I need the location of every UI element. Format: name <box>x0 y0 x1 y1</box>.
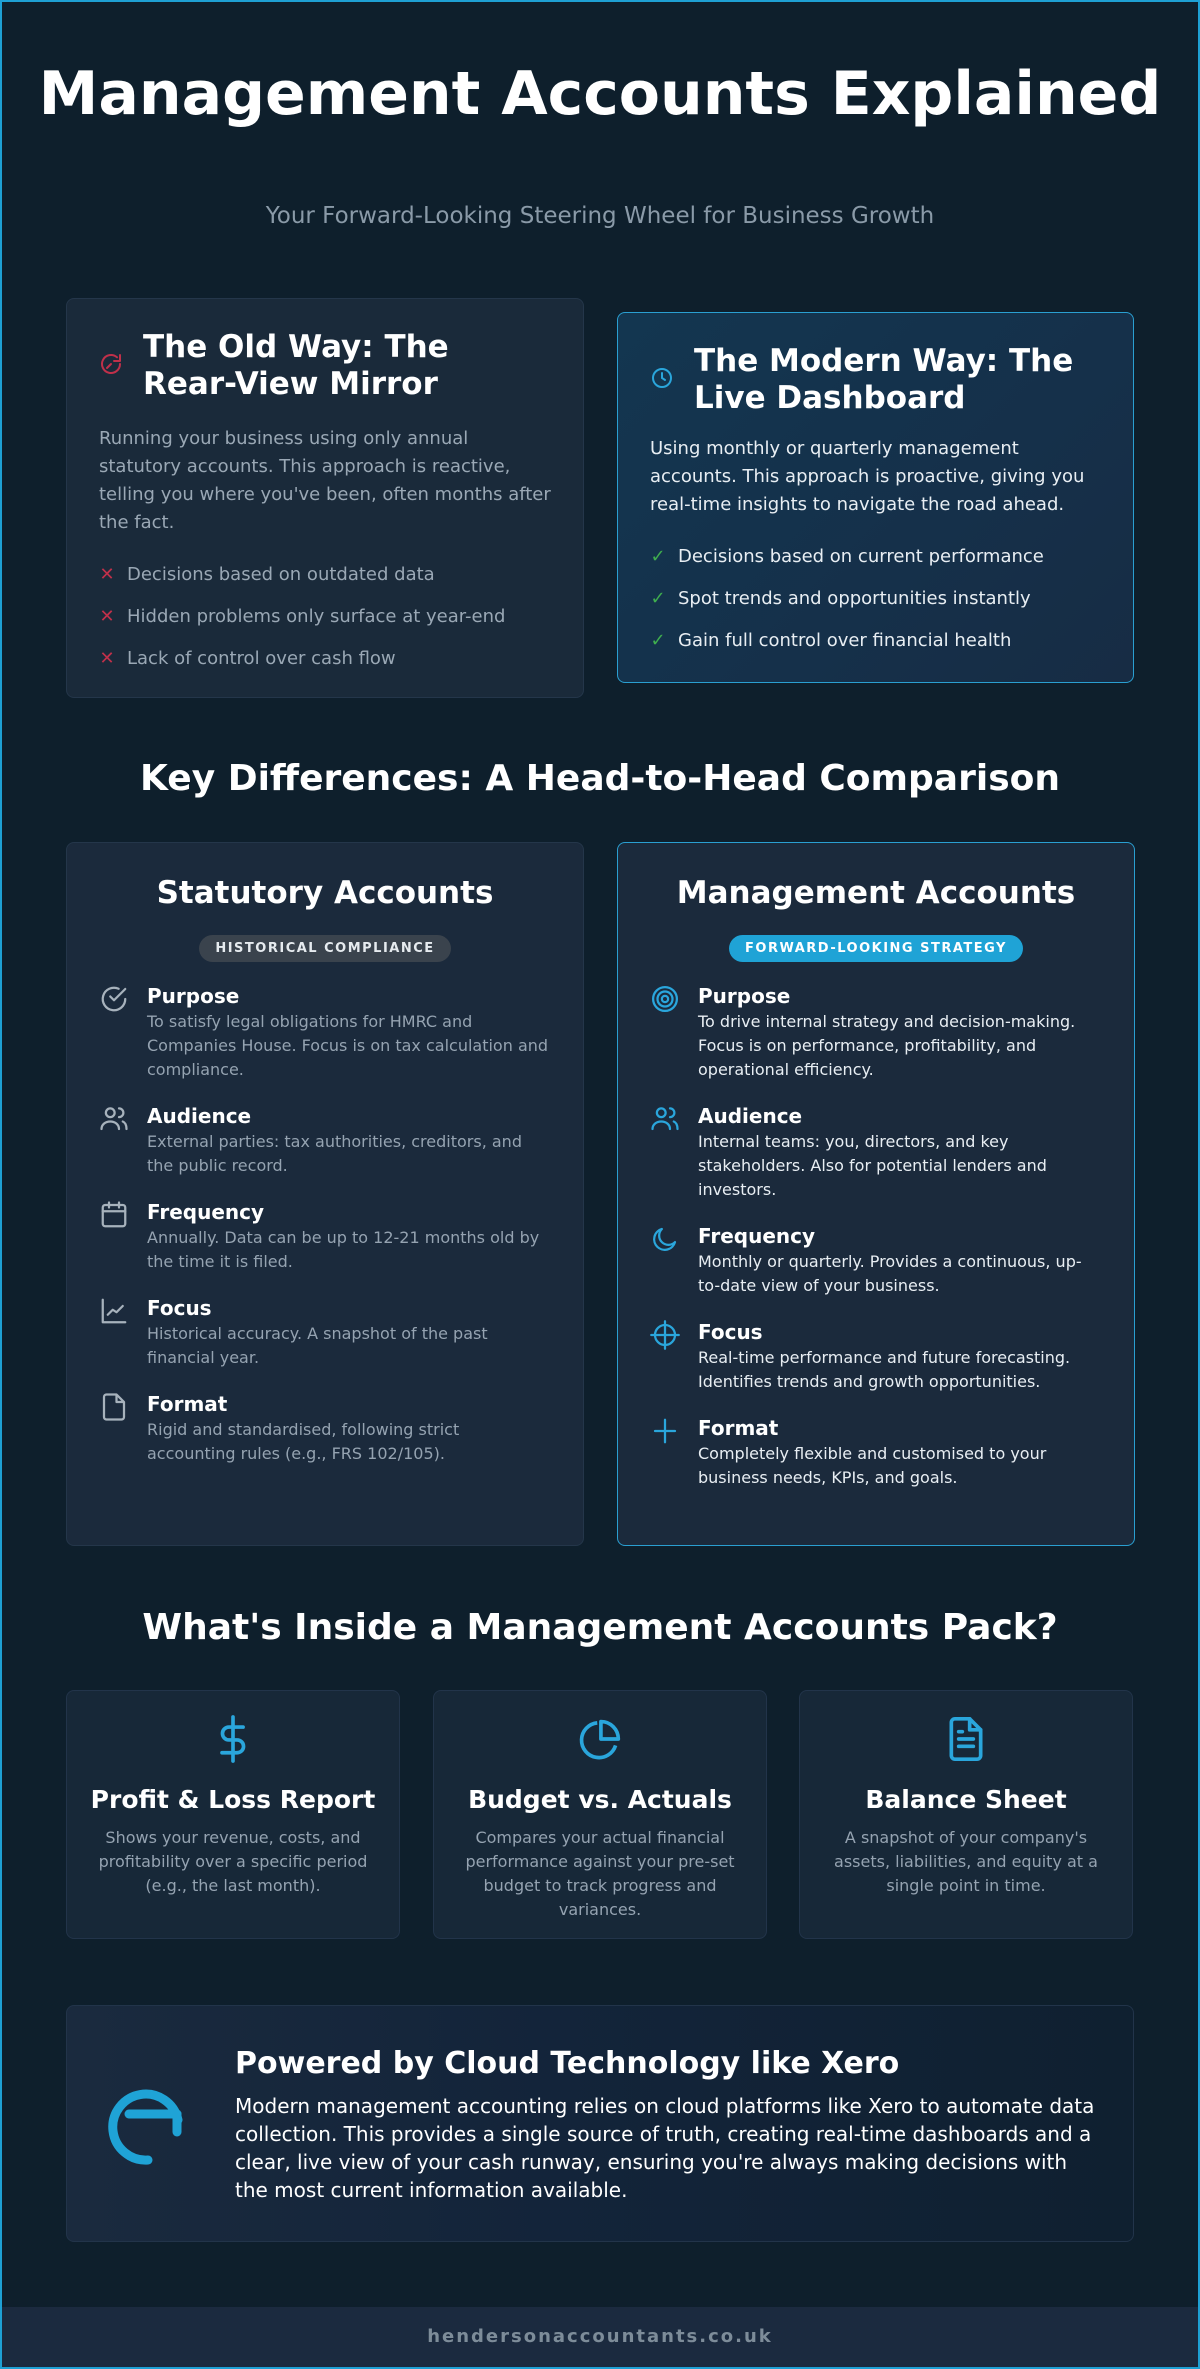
pack-title: Budget vs. Actuals <box>468 1785 732 1814</box>
pack-title: Balance Sheet <box>865 1785 1067 1814</box>
statutory-title: Statutory Accounts <box>156 875 494 911</box>
item-desc: To satisfy legal obligations for HMRC and Companies House. Focus is on tax calculation and compliance. <box>147 1012 549 1079</box>
refresh-arc-icon <box>107 2086 189 2168</box>
x-icon: ✕ <box>99 647 115 669</box>
modern-way-card <box>617 312 1134 683</box>
differences-heading: Key Differences: A Head-to-Head Comparison <box>140 758 1060 799</box>
chart-line-icon <box>99 1296 129 1326</box>
item-title: Purpose <box>147 984 240 1008</box>
modern-way-description: Using monthly or quarterly management accounts. This approach is proactive, giving you real-time insights to navigate the road ahead. <box>650 438 1085 515</box>
clock-icon <box>650 366 674 390</box>
modern-way-point-text: Gain full control over financial health <box>678 629 1012 651</box>
statutory-item-focus <box>99 1296 551 1370</box>
item-title: Audience <box>147 1104 252 1128</box>
item-desc: Completely flexible and customised to your business needs, KPIs, and goals. <box>698 1444 1047 1487</box>
statutory-item-frequency <box>99 1200 551 1274</box>
item-title: Frequency <box>698 1224 816 1248</box>
x-icon: ✕ <box>99 563 115 585</box>
modern-way-point-text: Spot trends and opportunities instantly <box>678 587 1031 609</box>
modern-way-list <box>650 535 1101 661</box>
pack-desc: Compares your actual financial performance against your pre-set budget to track progress and variances. <box>465 1828 735 1919</box>
check-icon: ✓ <box>650 587 666 609</box>
item-desc: Real-time performance and future forecasting. Identifies trends and growth opportunities. <box>698 1348 1071 1391</box>
item-title: Audience <box>698 1104 803 1128</box>
item-title: Focus <box>698 1320 763 1344</box>
statutory-item-format <box>99 1392 551 1466</box>
old-way-description: Running your business using only annual statutory accounts. This approach is reactive, telling you where you've been, often months after the fact. <box>99 428 551 533</box>
calendar-icon <box>99 1200 129 1230</box>
cloud-card <box>66 2005 1134 2242</box>
management-item-format <box>650 1416 1102 1490</box>
old-way-point <box>99 553 551 595</box>
x-icon: ✕ <box>99 605 115 627</box>
target-icon <box>650 984 680 1014</box>
item-title: Frequency <box>147 1200 265 1224</box>
page-subtitle: Your Forward-Looking Steering Wheel for Business Growth <box>265 203 935 229</box>
modern-way-point <box>650 619 1101 661</box>
rearview-icon <box>99 352 123 376</box>
statutory-card <box>66 842 584 1546</box>
file-icon <box>99 1392 129 1422</box>
item-title: Format <box>698 1416 779 1440</box>
pack-desc: Shows your revenue, costs, and profitability over a specific period (e.g., the last month). <box>98 1828 368 1895</box>
old-way-point-text: Lack of control over cash flow <box>127 647 396 669</box>
pack-title: Profit & Loss Report <box>90 1785 376 1814</box>
modern-way-point-text: Decisions based on current performance <box>678 545 1044 567</box>
pack-card-profit-loss <box>66 1690 400 1939</box>
modern-way-point <box>650 577 1101 619</box>
dollar-icon <box>211 1715 255 1763</box>
management-item-purpose <box>650 984 1102 1082</box>
management-title: Management Accounts <box>676 875 1076 911</box>
management-badge: FORWARD-LOOKING STRATEGY <box>729 935 1023 962</box>
statutory-item-purpose <box>99 984 551 1082</box>
statutory-badge: HISTORICAL COMPLIANCE <box>199 935 450 962</box>
item-desc: Internal teams: you, directors, and key stakeholders. Also for potential lenders and investors. <box>698 1132 1047 1199</box>
item-desc: Rigid and standardised, following strict accounting rules (e.g., FRS 102/105). <box>147 1420 460 1463</box>
cloud-text: Modern management accounting relies on cloud platforms like Xero to automate data collection. This provides a single source of truth, creating real-time dashboards and a clear, live view of your cash runway, ensuring you're always making decisions with the most current information available. <box>235 2094 1095 2202</box>
item-desc: To drive internal strategy and decision-making. Focus is on performance, profitability, and operational efficiency. <box>698 1012 1076 1079</box>
item-desc: Annually. Data can be up to 12-21 months old by the time it is filed. <box>147 1228 540 1271</box>
management-card <box>617 842 1135 1546</box>
pie-chart-icon <box>578 1715 622 1763</box>
old-way-list <box>99 553 551 679</box>
sparkle-icon <box>650 1416 680 1446</box>
management-item-frequency <box>650 1224 1102 1298</box>
old-way-point <box>99 595 551 637</box>
cloud-title: Powered by Cloud Technology like Xero <box>235 2046 900 2081</box>
check-icon: ✓ <box>650 545 666 567</box>
old-way-point-text: Hidden problems only surface at year-end <box>127 605 506 627</box>
pack-card-budget <box>433 1690 767 1939</box>
pack-heading: What's Inside a Management Accounts Pack? <box>142 1607 1058 1648</box>
old-way-title: The Old Way: The Rear-View Mirror <box>143 329 449 402</box>
modern-way-title: The Modern Way: The Live Dashboard <box>694 343 1074 416</box>
users-icon <box>99 1104 129 1134</box>
item-desc: External parties: tax authorities, creditors, and the public record. <box>147 1132 522 1175</box>
users-icon <box>650 1104 680 1134</box>
old-way-card <box>66 298 584 698</box>
crosshair-icon <box>650 1320 680 1350</box>
old-way-point-text: Decisions based on outdated data <box>127 563 435 585</box>
check-icon: ✓ <box>650 629 666 651</box>
item-title: Format <box>147 1392 228 1416</box>
item-desc: Monthly or quarterly. Provides a continuous, up-to-date view of your business. <box>698 1252 1082 1295</box>
check-circle-icon <box>99 984 129 1014</box>
page-title: Management Accounts Explained <box>38 59 1162 129</box>
statutory-item-audience <box>99 1104 551 1178</box>
pack-card-balance-sheet <box>799 1690 1133 1939</box>
item-desc: Historical accuracy. A snapshot of the past financial year. <box>147 1324 488 1367</box>
management-item-audience <box>650 1104 1102 1202</box>
document-icon <box>944 1715 988 1763</box>
modern-way-point <box>650 535 1101 577</box>
management-item-focus <box>650 1320 1102 1394</box>
item-title: Purpose <box>698 984 791 1008</box>
pack-desc: A snapshot of your company's assets, liabilities, and equity at a single point in time. <box>834 1828 1098 1895</box>
item-title: Focus <box>147 1296 212 1320</box>
moon-icon <box>650 1224 680 1254</box>
old-way-point <box>99 637 551 679</box>
footer-domain-link[interactable]: hendersonaccountants.co.uk <box>2 2307 1198 2367</box>
